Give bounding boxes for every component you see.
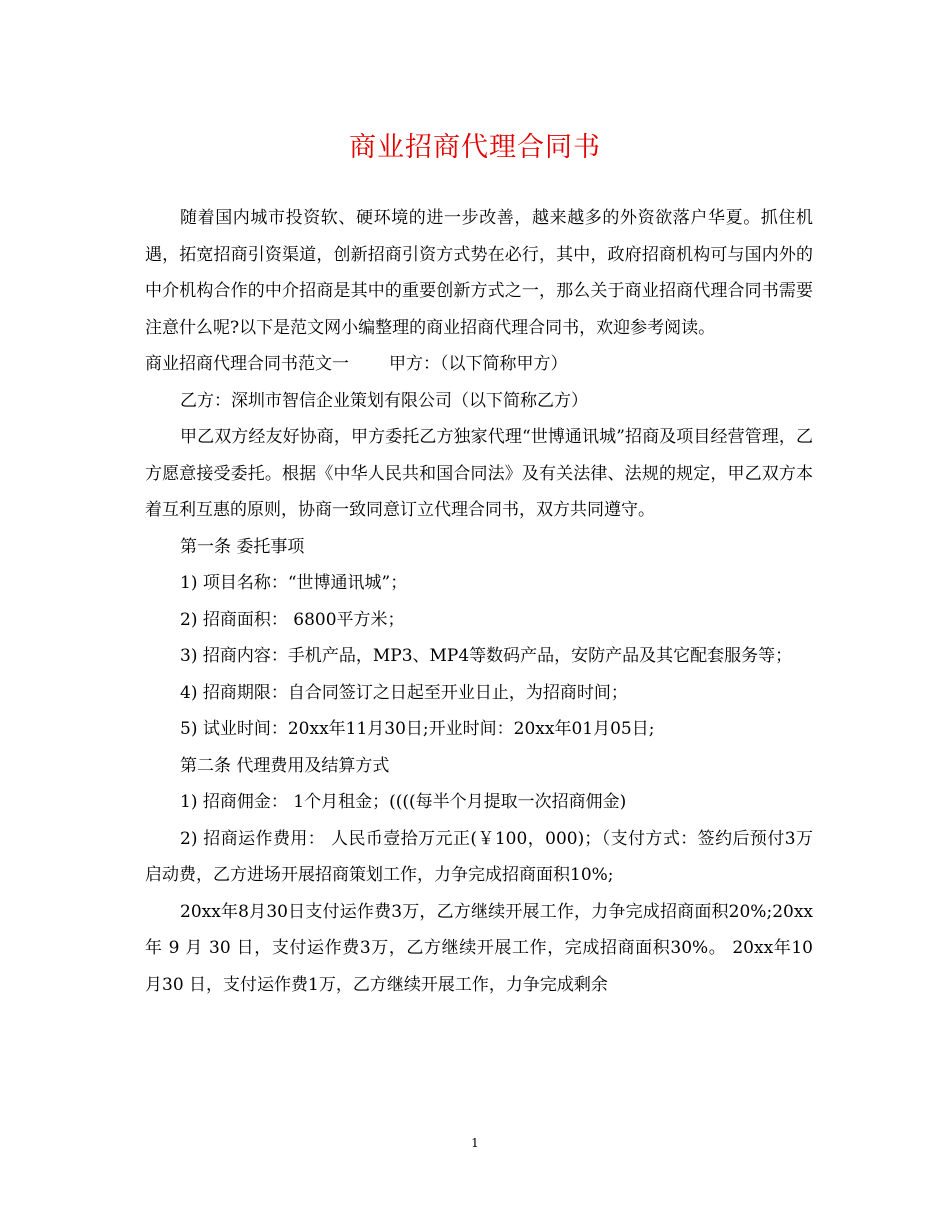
agreement-paragraph: 甲乙双方经友好协商，甲方委托乙方独家代理“世博通讯城”招商及项目经营管理，乙方愿意接受委托。根据《中华人民共和国合同法》及有关法律、法规的规定，甲乙双方本着互利互惠的原则，协商一致同意订立代理合同书，双方共同遵守。 [145, 427, 813, 520]
intro-paragraph: 随着国内城市投资软、硬环境的进一步改善，越来越多的外资欲落户华夏。抓住机遇，拓宽招商引资渠道，创新招商引资方式势在必行，其中，政府招商机构可与国内外的中介机构合作的中介招商是其中的重要创新方式之一，那么关于商业招商代理合同书需要注意什么呢?以下是范文网小编整理的商业招商代理合同书，欢迎参考阅读。 [145, 208, 813, 338]
document-body [145, 200, 813, 1003]
article-1-heading: 第一条 委托事项 [180, 536, 305, 557]
article-1-item-3: 3) 招商内容：手机产品，MP3、MP4等数码产品，安防产品及其它配套服务等； [180, 646, 793, 666]
article-2-payment-schedule: 20xx年8月30日支付运作费3万，乙方继续开展工作，力争完成招商面积20%;20xx年 9 月 30 日，支付运作费3万，乙方继续开展工作，完成招商面积30%。 20xx年10 月30 日，支付运作费1万，乙方继续开展工作，力争完成剩余 [145, 901, 813, 995]
article-1-item-4: 4) 招商期限：自合同签订之日起至开业日止，为招商时间； [180, 682, 628, 703]
article-1-item-2: 2) 招商面积： 6800平方米； [180, 609, 405, 630]
article-1-item-5: 5) 试业时间：20xx年11月30日;开业时间：20xx年01月05日; [180, 719, 655, 739]
party-a-label: 甲方：（以下简称甲方） [389, 354, 568, 374]
page-number: 1 [471, 1136, 479, 1150]
article-2-heading: 第二条 代理费用及结算方式 [180, 755, 390, 776]
article-2-item-2: 2) 招商运作费用： 人民币壹拾万元正(￥100，000)；（支付方式：签约后预付3万启动费，乙方进场开展招商策划工作，力争完成招商面积10%; [145, 828, 813, 885]
article-2-item-1: 1) 招商佣金： 1个月租金；((((每半个月提取一次招商佣金) [180, 792, 627, 812]
article-1-item-1: 1) 项目名称：“世博通讯城”； [180, 573, 408, 593]
sample-title: 商业招商代理合同书范文一 [145, 354, 349, 374]
document-title: 商业招商代理合同书 [349, 132, 601, 163]
sample-heading-line [145, 346, 813, 383]
party-b-line: 乙方：深圳市智信企业策划有限公司（以下简称乙方） [180, 390, 588, 411]
